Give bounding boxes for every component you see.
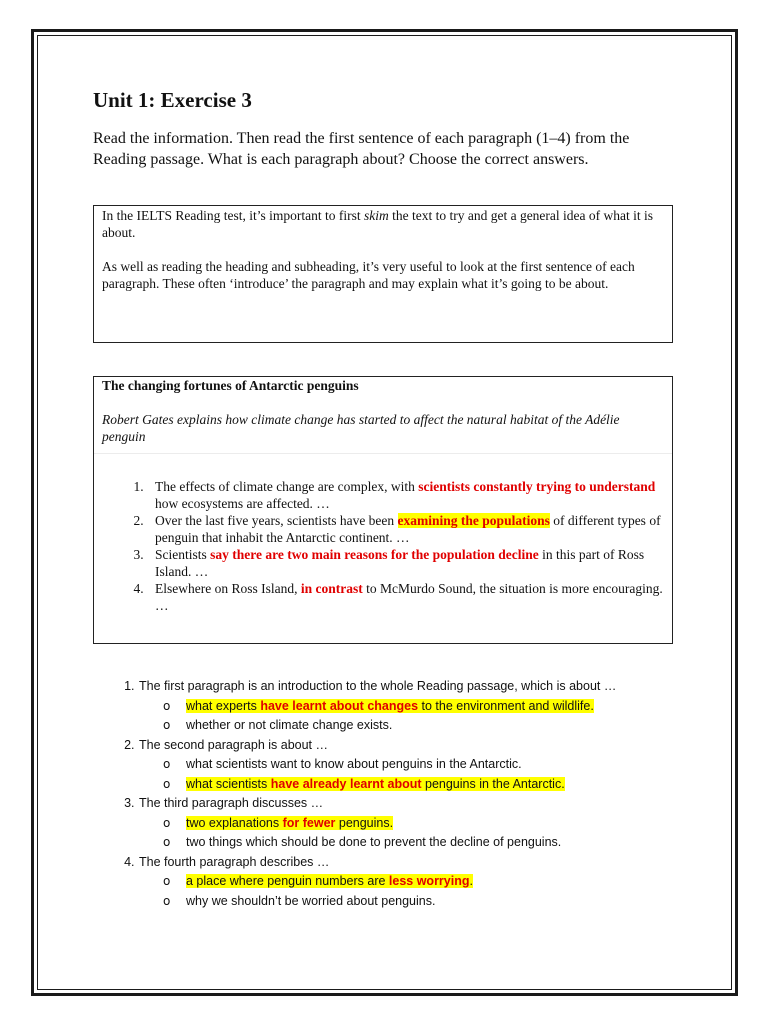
paragraph-sentence: 2. Over the last five years, scientists have been examining the populations of different types of penguin that inhabit the Antarctic continent. … — [147, 512, 664, 546]
question — [138, 853, 738, 912]
answer-options — [139, 755, 738, 794]
answer-option[interactable] — [163, 872, 738, 892]
answer-option[interactable]: o what scientists want to know about penguins in the Antarctic. — [163, 755, 738, 775]
divider — [94, 453, 672, 454]
answer-option[interactable] — [163, 775, 738, 795]
paragraph-first-sentences — [102, 478, 664, 614]
correct-answer: what experts have learnt about changes to the environment and wildlife. — [186, 698, 594, 713]
info-text: In the IELTS Reading test, it’s important to first — [102, 208, 364, 223]
answer-option[interactable]: o why we shouldn’t be worried about penguins. — [163, 892, 738, 912]
answer-options — [139, 814, 738, 853]
key-phrase: examining the populations — [397, 513, 550, 528]
question — [138, 677, 738, 736]
key-phrase: say there are two main reasons for the population decline — [210, 547, 539, 562]
paragraph-sentence: 3. Scientists say there are two main reasons for the population decline in this part of Ross Island. … — [147, 546, 664, 580]
correct-answer: two explanations for fewer penguins. — [186, 815, 394, 830]
paragraph-sentence: 1. The effects of climate change are complex, with scientists constantly trying to understand how ecosystems are affected. … — [147, 478, 664, 512]
circle-bullet-icon: o — [163, 874, 171, 888]
key-phrase: in contrast — [300, 581, 363, 596]
article-title: The changing fortunes of Antarctic penguins — [102, 378, 359, 393]
info-paragraph-1 — [102, 207, 664, 241]
answer-option[interactable]: o two things which should be done to prevent the decline of penguins. — [163, 833, 738, 853]
circle-bullet-icon: o — [163, 893, 171, 908]
answer-options — [139, 872, 738, 911]
question-prompt: The second paragraph is about … — [139, 737, 329, 752]
answer-option[interactable] — [163, 697, 738, 717]
question-list — [93, 677, 738, 911]
paragraph-sentence: 4. Elsewhere on Ross Island, in contrast to McMurdo Sound, the situation is more encouraging. … — [147, 580, 664, 614]
circle-bullet-icon: o — [163, 815, 171, 830]
answer-option[interactable]: o whether or not climate change exists. — [163, 716, 738, 736]
correct-answer: what scientists have already learnt about penguins in the Antarctic. — [186, 776, 565, 791]
info-text: the text to try and get a general idea of what it is about. — [102, 208, 654, 240]
correct-answer: a place where penguin numbers are less worrying. — [186, 874, 473, 888]
article-subtitle: Robert Gates explains how climate change has started to affect the natural habitat of the Adélie penguin — [102, 412, 620, 444]
info-box — [93, 205, 673, 343]
skim-word: skim — [363, 208, 389, 223]
instructions: Read the information. Then read the first sentence of each paragraph (1–4) from the Reading passage. What is each paragraph about? Choose the correct answers. — [93, 130, 630, 168]
circle-bullet-icon: o — [163, 835, 171, 849]
circle-bullet-icon: o — [163, 776, 171, 791]
circle-bullet-icon: o — [163, 757, 171, 771]
circle-bullet-icon: o — [163, 698, 171, 713]
question-prompt: The fourth paragraph describes … — [139, 854, 330, 869]
question-prompt: The third paragraph discusses … — [139, 796, 324, 810]
key-phrase: scientists constantly trying to understand — [418, 479, 656, 494]
info-paragraph-2: As well as reading the heading and subheading, it’s very useful to look at the first sentence of each paragraph. These often ‘introduce’ the paragraph and may explain what it’s going to be about. — [102, 259, 635, 291]
article-box — [93, 376, 673, 644]
answer-option[interactable] — [163, 814, 738, 834]
question-prompt: The first paragraph is an introduction to the whole Reading passage, which is about … — [139, 679, 617, 693]
circle-bullet-icon: o — [163, 718, 171, 732]
page-title: Unit 1: Exercise 3 — [93, 88, 252, 112]
question — [138, 794, 738, 853]
answer-options — [139, 697, 738, 736]
question — [138, 736, 738, 795]
